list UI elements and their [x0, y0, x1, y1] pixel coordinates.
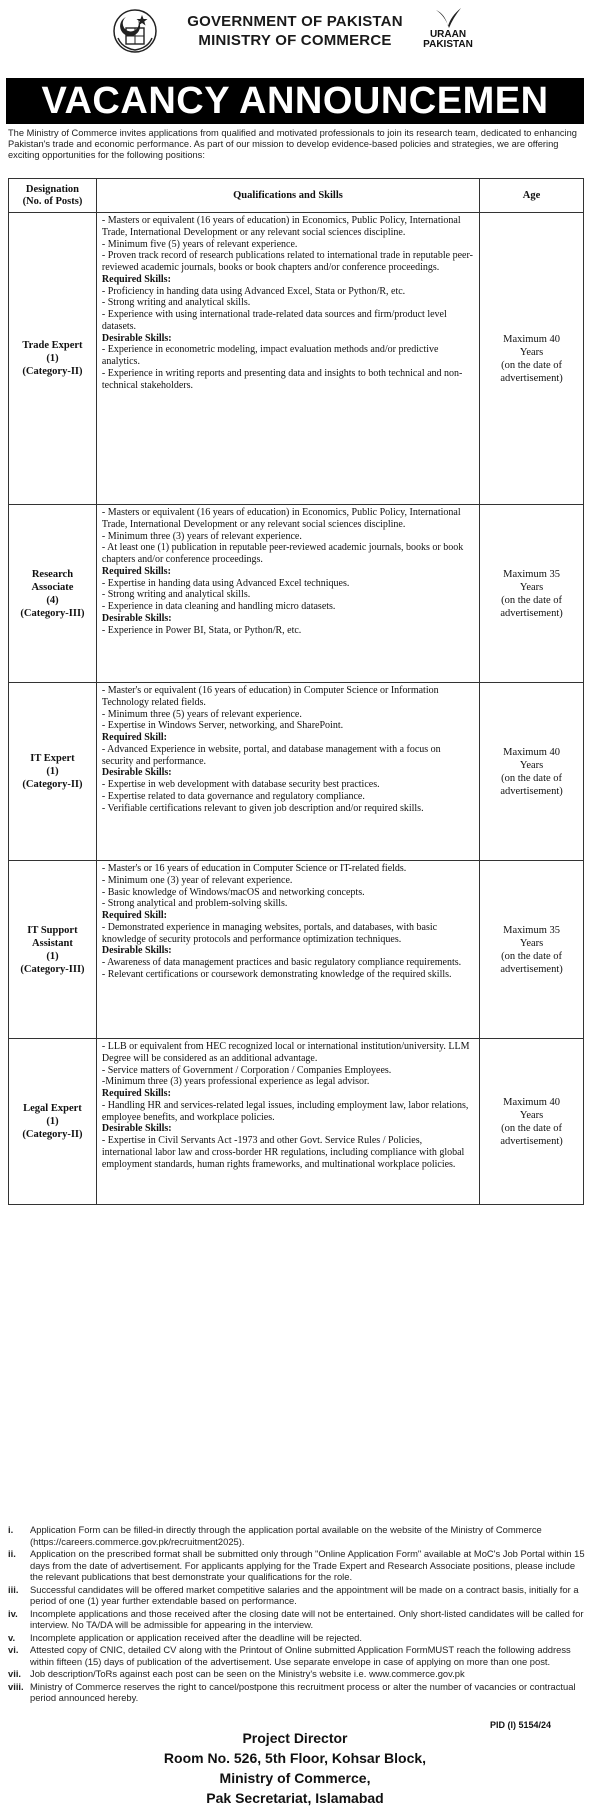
table-header-row: [9, 179, 584, 213]
qualification-line: - Proficiency in handing data using Advanced Excel, Stata or Python/R, etc.: [101, 285, 406, 297]
instruction-number: i.: [8, 1524, 14, 1535]
age-age1: Maximum 35: [503, 568, 560, 580]
age-age3: (on the date of: [501, 772, 563, 784]
age-age3: (on the date of: [501, 950, 563, 962]
qualification-line: - Expertise in Windows Server, networking, and SharePoint.: [101, 720, 344, 732]
designation-title: Research Associate: [31, 568, 74, 593]
ministry-title: MINISTRY OF COMMERCE: [198, 32, 392, 49]
qualification-line: Required Skills:: [101, 1088, 171, 1099]
instruction-text: Application on the prescribed format shall be submitted only through "Online Application Form" available at MoC's Job Portal within 15 days from the date of advertisement. For applicants applying for the Trade Expert and Research Associate positions, please include the relevant publications that best demonstrate your qualifications for the role.: [30, 1548, 585, 1582]
instruction-item: [8, 1644, 586, 1667]
qualification-line: - Strong analytical and problem-solving skills.: [101, 898, 288, 910]
designation-posts: (1): [46, 353, 59, 364]
qualification-line: - Experience in writing reports and presenting data and insights to both technical and non-technical stakeholders.: [101, 367, 463, 391]
instructions-list: [8, 1524, 586, 1705]
designation-header: Designation (No. of Posts): [9, 179, 97, 213]
address-line-2: Room No. 526, 5th Floor, Kohsar Block,: [163, 1750, 427, 1766]
qualification-line: - Demonstrated experience in managing websites, portals, and databases, with basic knowledge of security protocols and performance optimization techniques.: [101, 921, 438, 945]
age-age4: advertisement): [500, 607, 563, 619]
qualifications-header: Qualifications and Skills: [96, 179, 479, 213]
age-age2: Years: [519, 346, 544, 358]
age-age1: Maximum 40: [503, 746, 560, 758]
designation-category: (Category-II): [22, 779, 83, 790]
qualification-line: Desirable Skills:: [101, 945, 172, 957]
header-title: [170, 12, 420, 50]
qualification-line: - Experience in Power BI, Stata, or Python/R, etc.: [101, 624, 302, 636]
qualification-line: - Master's or equivalent (16 years of education) in Computer Science or Information Technology related fields.: [101, 685, 439, 708]
qualification-line: - Handling HR and services-related legal issues, including employment law, labor relations, employee benefits, and workplace policies.: [101, 1099, 469, 1123]
instruction-number: viii.: [8, 1680, 24, 1692]
age-header: Age: [480, 179, 584, 213]
qualification-line: - Expertise in Civil Servants Act -1973 and other Govt. Service Rules / Policies, international labor law and cross-border HR regulations, including compliance with global employment standards, human rights frameworks, and multinational workplace policies.: [101, 1135, 465, 1170]
age-age1: Maximum 40: [503, 333, 560, 345]
age-age2: Years: [519, 759, 544, 771]
instruction-number: iv.: [8, 1607, 18, 1619]
instruction-item: [8, 1681, 586, 1704]
qualification-line: Required Skill:: [101, 910, 168, 921]
qualification-line: - Expertise in handing data using Advanced Excel techniques.: [101, 577, 350, 589]
qualifications-cell: [96, 1039, 479, 1205]
age-age2: Years: [519, 1109, 544, 1121]
designation-posts: (1): [46, 950, 59, 962]
qualification-line: - Awareness of data management practices and basic regulatory compliance requirements.: [101, 957, 462, 968]
designation-category: (Category-III): [20, 963, 85, 975]
qualification-line: - Experience in data cleaning and handling micro datasets.: [101, 601, 336, 612]
designation-cell: [9, 1039, 97, 1205]
instruction-item: [8, 1632, 586, 1644]
qualification-line: - Advanced Experience in website, portal, and database management with a focus on security and performance.: [101, 743, 441, 767]
qualification-line: - Basic knowledge of Windows/macOS and networking concepts.: [101, 886, 365, 898]
designation-title: Legal Expert: [23, 1103, 82, 1114]
age-age2: Years: [519, 937, 544, 949]
intro-paragraph: The Ministry of Commerce invites applications from qualified and motivated professionals to join its research team, dedicated to enhancing Pakistan's trade and economic performance. As part of our mission to develop evidence-based policies and strategies, we are offering exciting opportunities for the following positions:: [8, 128, 577, 161]
designation-posts: (4): [46, 594, 59, 606]
designation-posts: (1): [46, 1116, 59, 1127]
contact-address: [100, 1728, 490, 1808]
instruction-text: Incomplete applications and those received after the closing date will not be entertained. Only short-listed candidates will be called for interview. No TA/DA will be admissible for appearing in the interview.: [30, 1607, 584, 1630]
age-cell: [480, 213, 584, 505]
instruction-number: ii.: [8, 1548, 16, 1559]
qualification-line: Desirable Skills:: [101, 332, 172, 344]
age-age1: Maximum 35: [503, 924, 560, 936]
qualification-line: Desirable Skills:: [101, 1123, 172, 1135]
designation-posts: (1): [46, 766, 59, 777]
instruction-item: [8, 1584, 586, 1607]
vacancy-banner: VACANCY ANNOUNCEMEN: [6, 78, 584, 124]
instruction-text: Attested copy of CNIC, detailed CV along with the Printout of Online submitted Application FormMUST reach the following address within fifteen (15) days of publication of the advertisement. Use separate envelope in case of applying on more than one post.: [30, 1644, 571, 1667]
instruction-number: vi.: [8, 1644, 19, 1655]
age-age3: (on the date of: [501, 1122, 563, 1134]
qualification-line: - At least one (1) publication in reputable peer-reviewed academic journals, books or book chapters and/or conference proceedings.: [101, 542, 464, 565]
qualification-line: Required Skills:: [101, 565, 171, 577]
instruction-item: [8, 1548, 586, 1583]
footer: [0, 1720, 590, 1806]
age-cell: [480, 683, 584, 861]
designation-category: (Category-II): [22, 1129, 83, 1140]
designation-cell: [9, 683, 97, 861]
qualifications-cell: [96, 505, 479, 683]
qualification-line: -Minimum three (3) years professional experience as legal advisor.: [101, 1076, 370, 1088]
qualification-line: - Proven track record of research publications related to international trade in reputable peer-reviewed academic journals, books or book chapters and/or conference proceedings.: [101, 250, 473, 273]
qualification-line: - Master's or 16 years of education in Computer Science or IT-related fields.: [101, 863, 407, 874]
qualification-line: - Masters or equivalent (16 years of education) in Economics, Public Policy, International Trade, International Development or any relevant social sciences discipline.: [101, 507, 461, 530]
qualification-line: - LLB or equivalent from HEC recognized local or international institution/university. LLM Degree will be considered as an additional advantage.: [101, 1041, 470, 1064]
vacancy-table: [8, 178, 584, 1205]
instruction-number: v.: [8, 1631, 16, 1643]
qualification-line: - Strong writing and analytical skills.: [101, 589, 251, 601]
age-age3: (on the date of: [501, 594, 563, 606]
qualification-line: - Minimum three (3) years of relevant experience.: [101, 530, 302, 542]
age-age4: advertisement): [500, 372, 563, 384]
qualification-line: - Service matters of Government / Corporation / Companies Employees.: [101, 1064, 392, 1076]
instruction-number: vii.: [8, 1668, 22, 1679]
table-row: [9, 505, 584, 683]
age-cell: [480, 861, 584, 1039]
qualifications-cell: [96, 683, 479, 861]
pid-number: PID (I) 5154/24: [490, 1720, 552, 1730]
age-age4: advertisement): [500, 1135, 563, 1147]
age-age4: advertisement): [500, 963, 563, 975]
qualification-line: Desirable Skills:: [101, 612, 172, 624]
age-cell: [480, 505, 584, 683]
designation-category: (Category-II): [22, 366, 83, 377]
designation-title: IT Expert: [30, 753, 75, 764]
age-age4: advertisement): [500, 785, 563, 797]
qualification-line: - Expertise in web development with database security best practices.: [101, 779, 380, 790]
designation-cell: [9, 861, 97, 1039]
qualification-line: Required Skill:: [101, 732, 168, 743]
qualification-line: - Strong writing and analytical skills.: [101, 297, 251, 309]
instruction-text: Ministry of Commerce reserves the right to cancel/postpone this recruitment process or alter the number of vacancies or contractual period announced hereby.: [30, 1680, 576, 1703]
designation-cell: [9, 505, 97, 683]
qualification-line: - Experience with using international trade-related data sources and firm/product level datasets.: [101, 309, 447, 332]
designation-cell: [9, 213, 97, 505]
age-age3: (on the date of: [501, 359, 563, 371]
address-line-3: Ministry of Commerce,: [219, 1770, 371, 1786]
qualification-line: - Minimum one (3) year of relevant experience.: [101, 874, 293, 886]
age-cell: [480, 1039, 584, 1205]
instruction-item: [8, 1668, 586, 1680]
uraan-pakistan-logo: URAAN PAKISTAN: [418, 6, 478, 68]
qualification-line: - Relevant certifications or coursework demonstrating knowledge of the required skills.: [101, 968, 452, 980]
age-age2: Years: [519, 581, 544, 593]
qualifications-cell: [96, 213, 479, 505]
instruction-text: Successful candidates will be offered market competitive salaries and the appointment will be made on a contract basis, initially for a period of one (1) year further extendable based on performance.: [30, 1583, 579, 1606]
table-row: [9, 1039, 584, 1205]
header: [0, 0, 590, 78]
instruction-text: Application Form can be filled-in directly through the application portal available on the website of the Ministry of Commerce (https://careers.commerce.gov.pk/recruitment2025).: [30, 1524, 542, 1547]
instruction-text: Job description/ToRs against each post can be seen on the Ministry's website i.e. www.commerce.gov.pk: [30, 1668, 465, 1679]
designation-category: (Category-III): [20, 607, 85, 619]
qualification-line: - Minimum five (5) years of relevant experience.: [101, 238, 298, 250]
table-row: [9, 861, 584, 1039]
qualification-line: Desirable Skills:: [101, 767, 172, 779]
qualifications-cell: [96, 861, 479, 1039]
qualification-line: Required Skills:: [101, 273, 171, 285]
qualification-line: - Verifiable certifications relevant to given job description and/or required skills.: [101, 802, 424, 814]
qualification-line: - Experience in econometric modeling, impact evaluation methods and/or predictive analytics.: [101, 344, 439, 367]
instruction-number: iii.: [8, 1583, 19, 1595]
instruction-text: Incomplete application or application received after the deadline will be rejected.: [30, 1631, 362, 1643]
qualification-line: - Minimum three (5) years of relevant experience.: [101, 708, 302, 720]
designation-title: Trade Expert: [22, 340, 83, 351]
qualification-line: - Expertise related to data governance and regulatory compliance.: [101, 790, 365, 802]
qualification-line: - Masters or equivalent (16 years of education) in Economics, Public Policy, International Trade, International Development or any relevant social sciences discipline.: [101, 215, 461, 238]
age-age1: Maximum 40: [503, 1096, 560, 1108]
government-title: GOVERNMENT OF PAKISTAN: [187, 13, 403, 30]
bird-icon: [433, 6, 463, 30]
address-line-4: Pak Secretariat, Islamabad: [206, 1790, 384, 1806]
table-row: [9, 213, 584, 505]
table-row: [9, 683, 584, 861]
instruction-item: [8, 1524, 586, 1547]
state-emblem-icon: [112, 8, 158, 54]
address-line-1: Project Director: [242, 1730, 348, 1746]
instruction-item: [8, 1608, 586, 1631]
designation-title: IT Support Assistant: [27, 924, 78, 949]
